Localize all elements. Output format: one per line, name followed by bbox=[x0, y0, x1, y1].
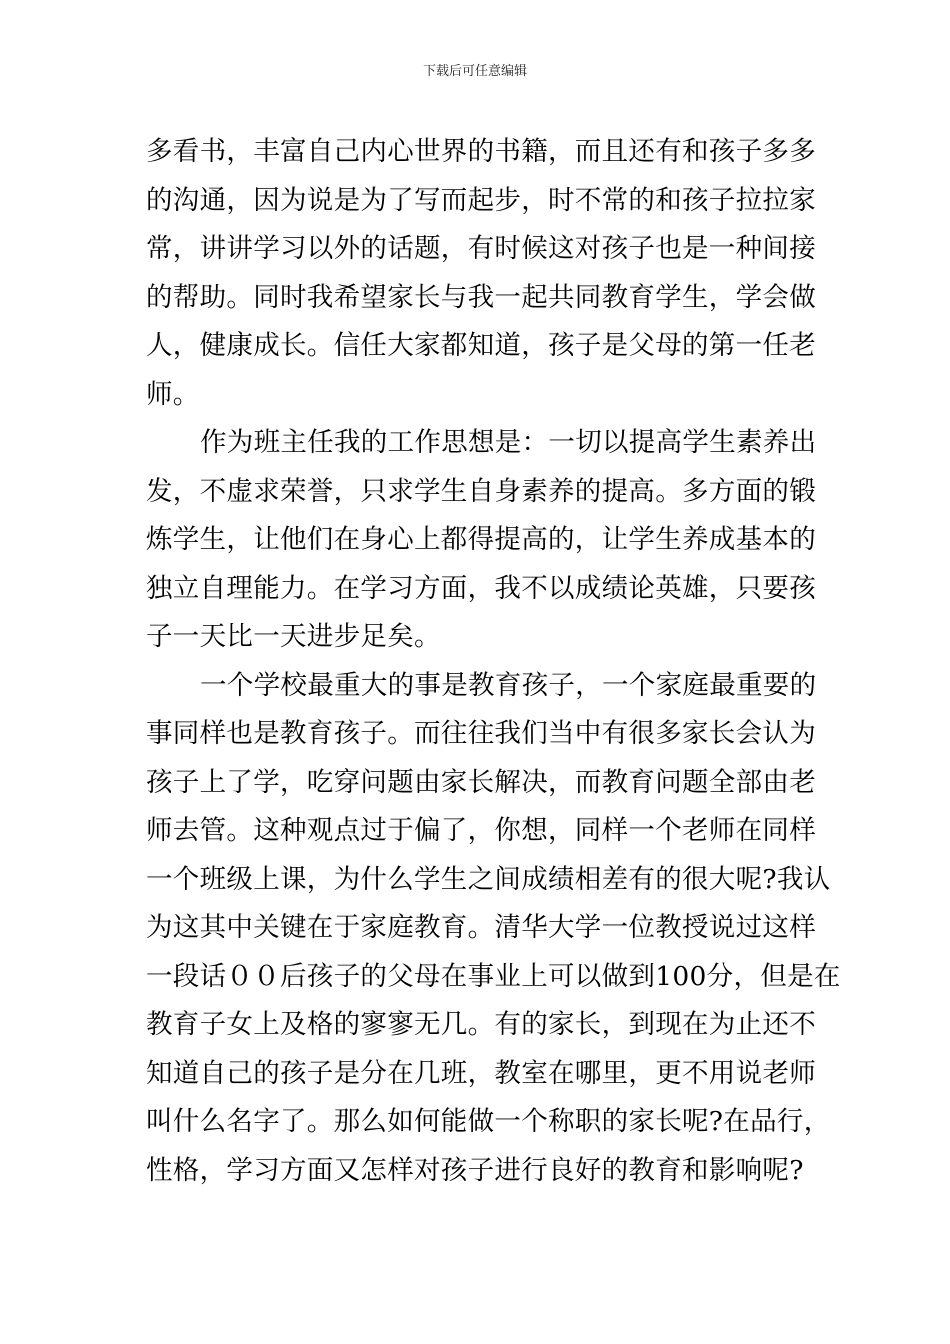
text-line: 师。 bbox=[146, 378, 200, 410]
text-line: 一个班级上课，为什么学生之间成绩相差有的很大呢?我认 bbox=[146, 863, 831, 895]
text-line: 知道自己的孩子是分在几班，教室在哪里，更不用说老师 bbox=[146, 1057, 816, 1089]
text-line: 子一天比一天进步足矣。 bbox=[146, 621, 441, 652]
text-line: 多看书，丰富自己内心世界的书籍，而且还有和孩子多多 bbox=[146, 136, 816, 167]
text-line: 师去管。这种观点过于偏了，你想，同样一个老师在同样 bbox=[146, 815, 816, 846]
text-line: 事同样也是教育孩子。而往往我们当中有很多家长会认为 bbox=[146, 718, 816, 749]
text-line: 人，健康成长。信任大家都知道，孩子是父母的第一任老 bbox=[146, 330, 816, 361]
text-line: 一个学校最重大的事是教育孩子，一个家庭最重要的 bbox=[200, 669, 817, 701]
text-line: 性格，学习方面又怎样对孩子进行良好的教育和影响呢? bbox=[146, 1154, 804, 1186]
document-body bbox=[146, 128, 841, 1195]
text-line: 为这其中关键在于家庭教育。清华大学一位教授说过这样 bbox=[146, 912, 816, 943]
text-line: 叫什么名字了。那么如何能做一个称职的家长呢?在品行， bbox=[146, 1106, 831, 1137]
text-line: 作为班主任我的工作思想是：一切以提高学生素养出 bbox=[200, 427, 817, 458]
text-line: 孩子上了学，吃穿问题由家长解决，而教育问题全部由老 bbox=[146, 766, 816, 798]
text-line: 的帮助。同时我希望家长与我一起共同教育学生，学会做 bbox=[146, 281, 816, 313]
page-header: 下载后可任意编辑 bbox=[422, 64, 527, 79]
text-line: 的沟通，因为说是为了写而起步，时不常的和孩子拉拉家 bbox=[146, 184, 816, 216]
text-line: 一段话００后孩子的父母在事业上可以做到100分，但是在 bbox=[146, 960, 841, 992]
text-line: 常，讲讲学习以外的话题，有时候这对孩子也是一种间接 bbox=[146, 233, 816, 264]
text-line: 独立自理能力。在学习方面，我不以成绩论英雄，只要孩 bbox=[146, 572, 816, 604]
text-line: 炼学生，让他们在身心上都得提高的，让学生养成基本的 bbox=[146, 524, 816, 555]
text-line: 教育子女上及格的寥寥无几。有的家长，到现在为止还不 bbox=[146, 1009, 816, 1040]
text-line: 发，不虚求荣誉，只求学生自身素养的提高。多方面的锻 bbox=[146, 475, 816, 507]
